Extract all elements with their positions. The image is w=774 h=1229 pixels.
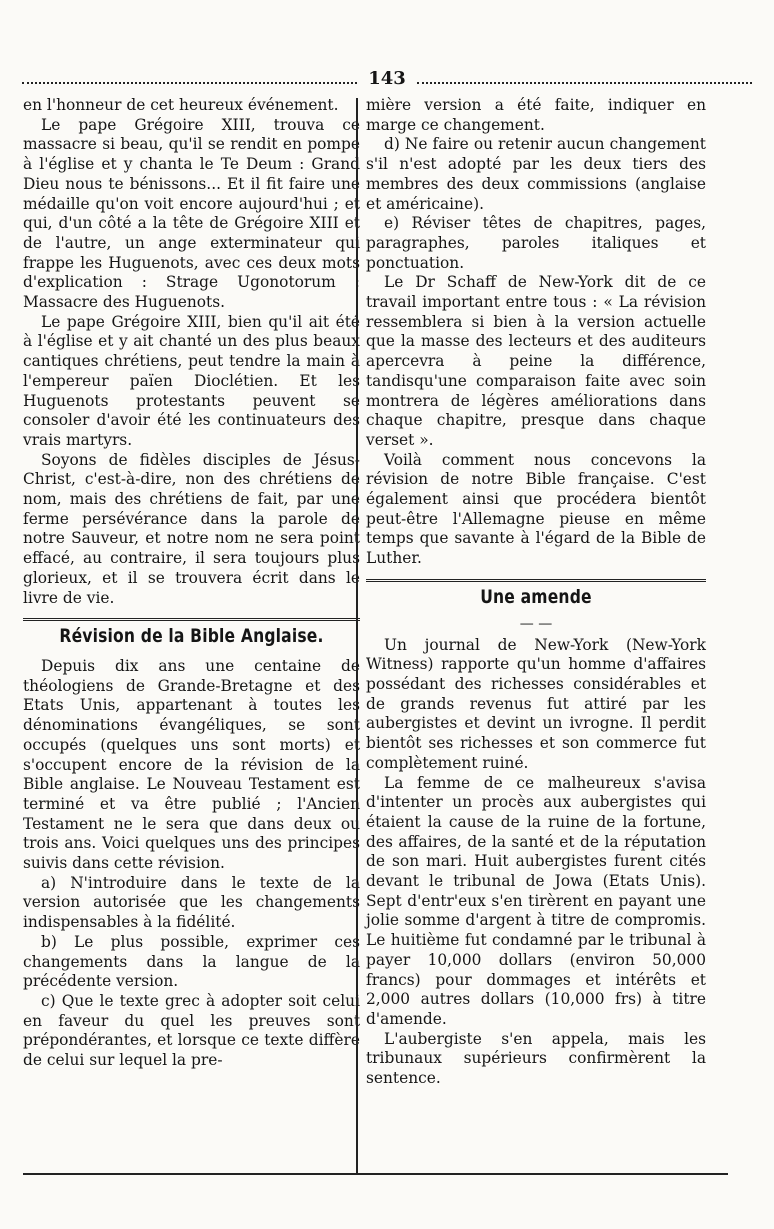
- paragraph: en l'honneur de cet heureux événement.: [23, 96, 339, 114]
- paragraph: b) Le plus possible, exprimer ces changements dans la langue de la précédente version.: [23, 932, 360, 991]
- paragraph: Le Dr Schaff de New-York dit de ce travail important entre tous : « La révision ressemblera si bien à la version actuelle que la masse des lecteurs et des auditeurs apercevra à peine la différence, tandisqu'une comparaison faite avec soin montrera de légères améliorations dans chaque chapitre, presque dans chaque verset ».: [366, 273, 706, 449]
- paragraph: La femme de ce malheureux s'avisa d'intenter un procès aux aubergistes qui étaient la cause de la ruine de la fortune, des affaires, de la santé et de la réputation de son mari. Huit aubergistes furent cités devant le tribunal de Jowa (Etats Unis). Sept d'entr'eux s'en tirèrent en payant une jolie somme d'argent à titre de compromis. Le huitième fut condamné par le tribunal à payer 10,000 dollars (environ 50,000 francs) pour dommages et intérêts et 2,000 autres dollars (10,000 frs) à titre d'amende.: [366, 773, 706, 1028]
- paragraph: Voilà comment nous concevons la révision de notre Bible française. C'est également ainsi que procédera bientôt peut-être l'Allemagne pieuse en même temps que savante à l'égard de la Bible de Luther.: [366, 450, 706, 568]
- section-title: Une amende: [480, 585, 592, 608]
- page-header: [22, 70, 752, 92]
- page-number: 143: [368, 68, 406, 89]
- title-dash: — —: [519, 615, 553, 632]
- paragraph: Un journal de New-York (New-York Witness) rapporte qu'un homme d'affaires possédant des richesses considérables et de grands revenus fut attiré par les aubergistes et devint un ivrogne. Il perdit bientôt ses richesses et son commerce fut complètement ruiné.: [366, 635, 706, 772]
- paragraph: L'aubergiste s'en appela, mais les tribunaux supérieurs confirmèrent la sentence.: [366, 1029, 706, 1088]
- section-divider: [366, 579, 706, 582]
- left-column: [23, 96, 360, 1071]
- paragraph: a) N'introduire dans le texte de la version autorisée que les changements indispensables à la fidélité.: [23, 873, 360, 932]
- header-dotted-rule-right: [417, 82, 752, 84]
- paragraph: Depuis dix ans une centaine de théologiens de Grande-Bretagne et des Etats Unis, appartenant à toutes les dénominations évangéliques, se sont occupés (quelques uns sont morts) et s'occupent encore de la révision de la Bible anglaise. Le Nouveau Testament est terminé et va être publié ; l'Ancien Testament ne le sera que dans deux ou trois ans. Voici quelques uns des principes suivis dans cette révision.: [23, 656, 360, 873]
- page-bottom-rule: [23, 1173, 728, 1175]
- column-divider: [356, 98, 358, 1173]
- section-divider: [23, 618, 360, 621]
- paragraph: e) Réviser têtes de chapitres, pages, paragraphes, paroles italiques et ponctuation.: [366, 214, 706, 272]
- paragraph: d) Ne faire ou retenir aucun changement s'il n'est adopté par les deux tiers des membres des deux commissions (anglaise et américaine).: [366, 135, 706, 213]
- paragraph: c) Que le texte grec à adopter soit celui en faveur du quel les preuves sont prépondérantes, et lorsque ce texte diffère de celui sur lequel la pre-: [23, 991, 360, 1070]
- paragraph: Le pape Grégoire XIII, bien qu'il ait été à l'église et y ait chanté un des plus beaux cantiques chrétiens, peut tendre la main à l'empereur païen Dioclétien. Et les Huguenots protestants peuvent se consoler d'avoir été les continuateurs des vrais martyrs.: [23, 312, 360, 449]
- right-column: [366, 96, 706, 1089]
- section-title: Révision de la Bible Anglaise.: [59, 625, 324, 648]
- paragraph: Le pape Grégoire XIII, trouva ce massacre si beau, qu'il se rendit en pompe à l'église et y chanta le Te Deum : Grand Dieu nous te bénissons... Et il fit faire une médaille qu'on voit encore aujourd'hui ; et qui, d'un côté a la tête de Grégoire XIII et de l'autre, un ange exterminateur qui frappe les Huguenots, avec ces deux mots d'explication : Strage Ugonotorum : Massacre des Huguenots.: [23, 115, 360, 312]
- paragraph: Soyons de fidèles disciples de Jésus-Christ, c'est-à-dire, non des chrétiens de nom, mais des chrétiens de fait, par une ferme persévérance dans la parole de notre Sauveur, et notre nom ne sera point effacé, au contraire, il sera toujours plus glorieux, et il se trouvera écrit dans le livre de vie.: [23, 450, 360, 607]
- paragraph: mière version a été faite, indiquer en marge ce changement.: [366, 96, 706, 134]
- header-dotted-rule-left: [22, 82, 357, 84]
